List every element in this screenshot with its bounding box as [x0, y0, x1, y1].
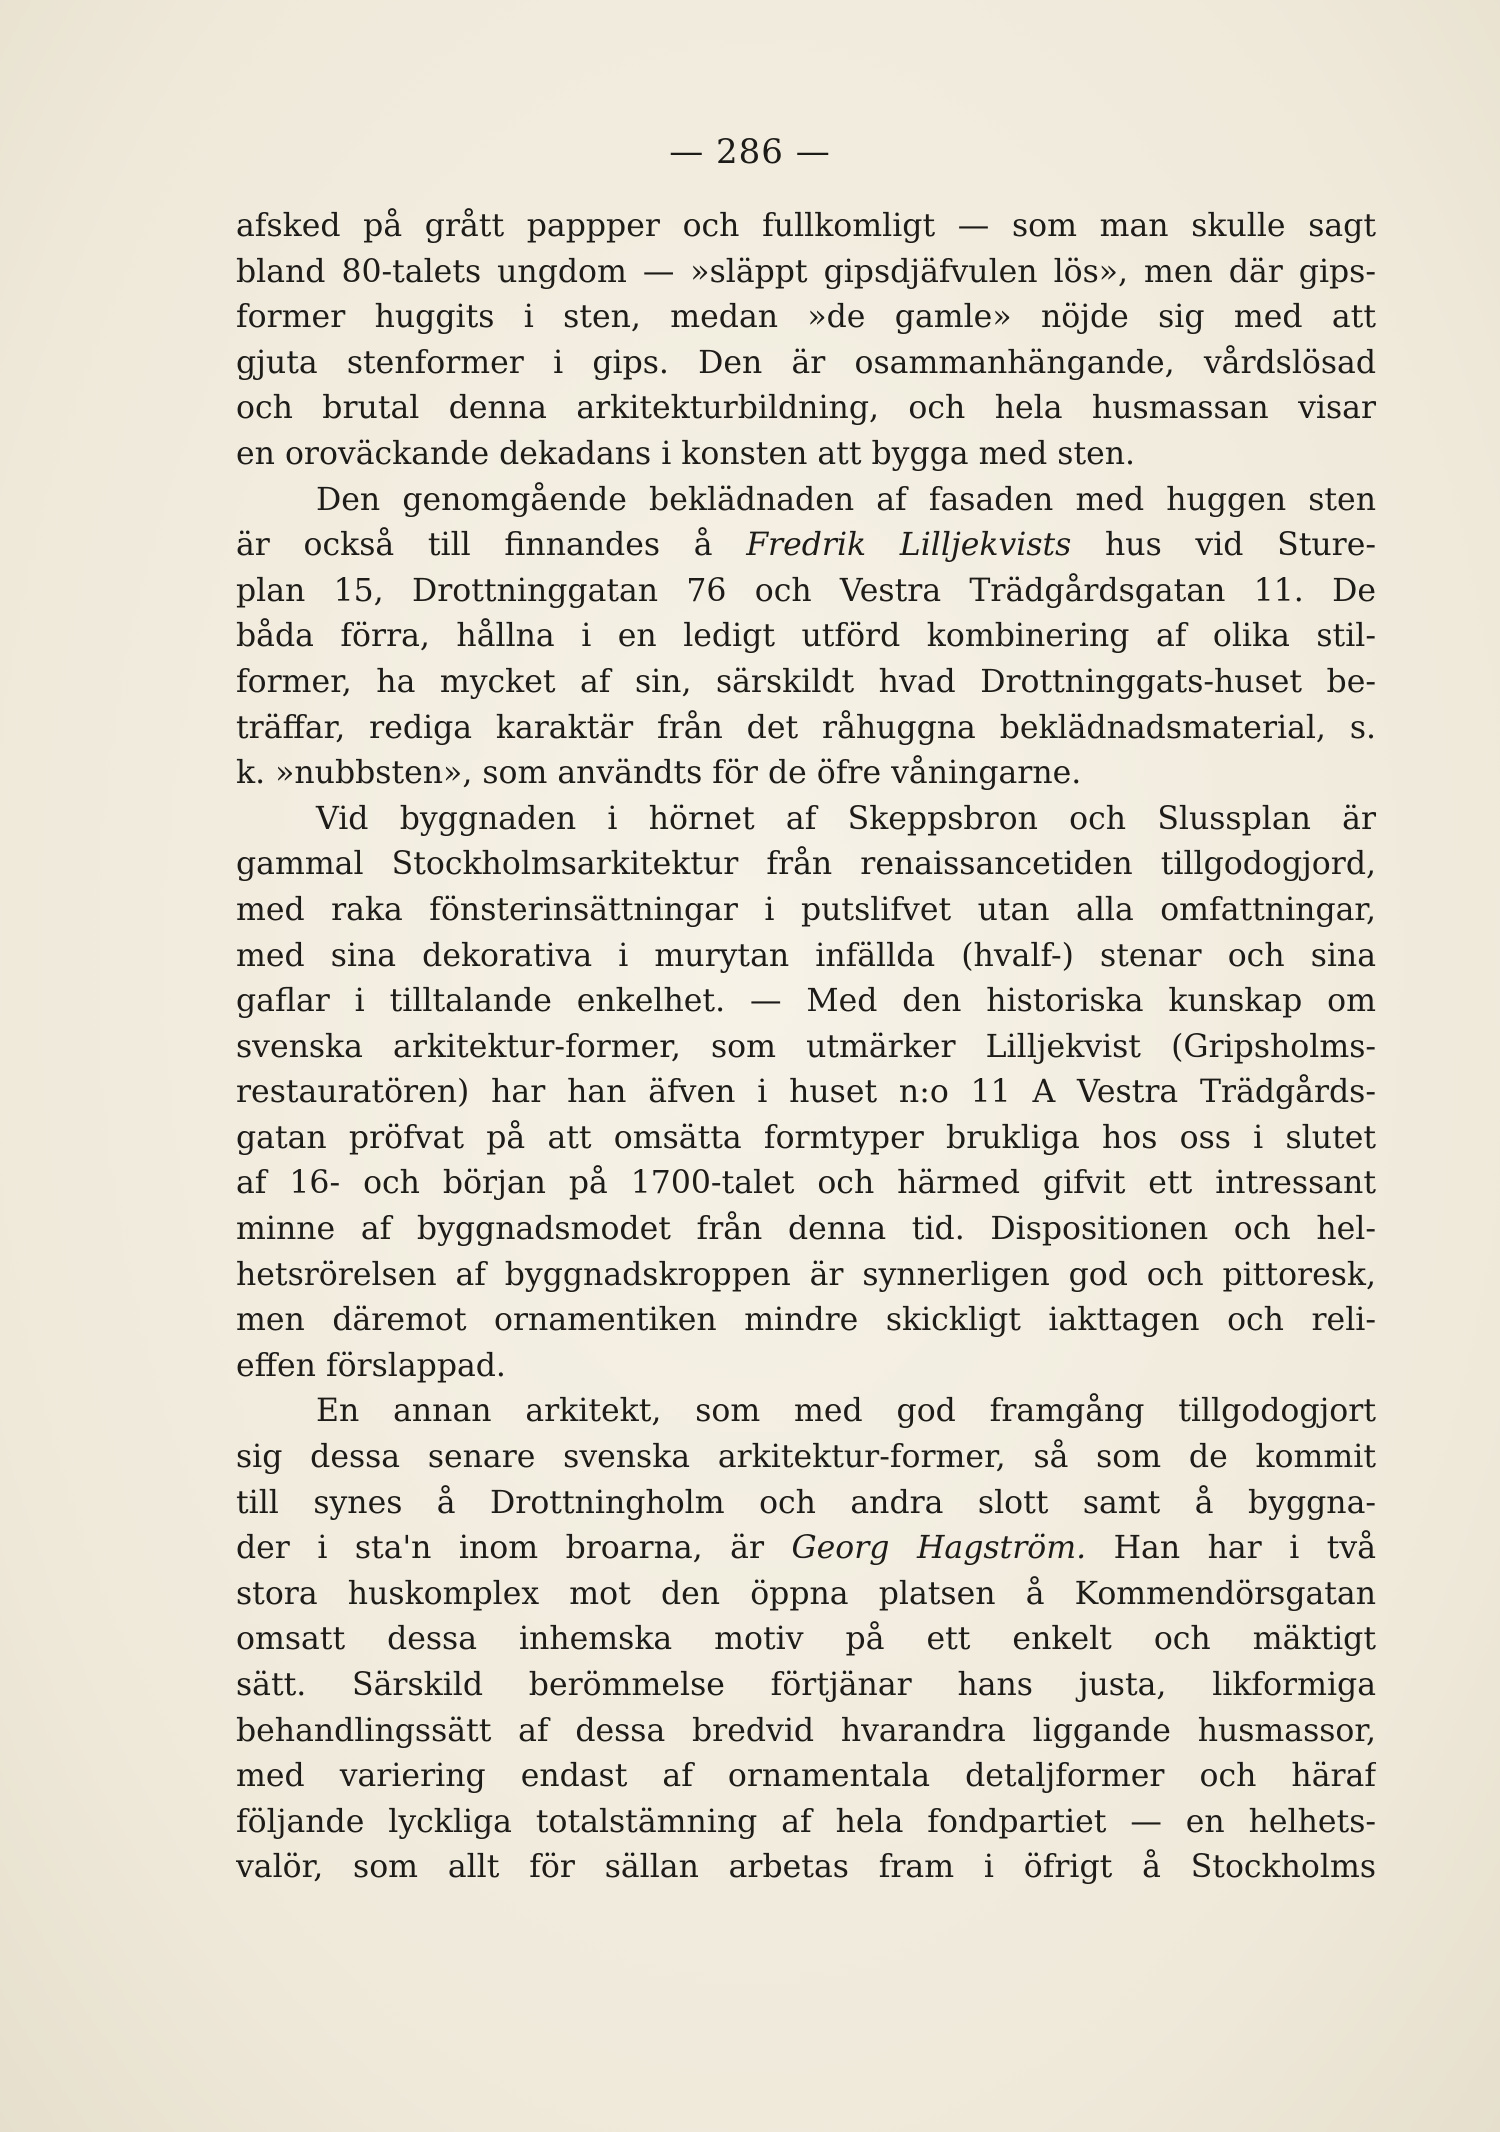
text-segment: Han har i två [1086, 1530, 1376, 1567]
italic-name: Fredrik Lilljekvists [746, 527, 1072, 564]
text-line: restauratören) har han äfven i huset n:o 11 A Vestra Trädgårds- [236, 1074, 1376, 1111]
text-line: följande lyckliga totalstämning af hela fondpartiet — en helhets- [236, 1803, 1376, 1840]
text-line: k. »nubbsten», som användts för de öfre våningarne. [236, 755, 1082, 792]
text-line: behandlingssätt af dessa bredvid hvarandra liggande husmassor, [236, 1712, 1376, 1749]
text-line: former huggits i sten, medan »de gamle» nöjde sig med att [236, 299, 1376, 336]
text-line: till synes å Drottningholm och andra slott samt å byggna- [236, 1484, 1376, 1521]
text-line: gaflar i tilltalande enkelhet. — Med den historiska kunskap om [236, 983, 1376, 1020]
text-line: En annan arkitekt, som med god framgång tillgodogjort [316, 1393, 1376, 1430]
text-line: effen förslappad. [236, 1347, 506, 1384]
text-segment: hus vid Sture- [1071, 527, 1376, 564]
text-segment: der i sta'n inom broarna, är [236, 1530, 792, 1567]
text-line: af 16- och början på 1700-talet och härmed gifvit ett intressant [236, 1165, 1376, 1202]
text-line [236, 523, 1376, 569]
body-text [236, 204, 1376, 1891]
text-segment: är också till finnandes å [236, 527, 747, 564]
text-line: stora huskomplex mot den öppna platsen å Kommendörsgatan [236, 1575, 1376, 1612]
text-line: bland 80-talets ungdom — »släppt gipsdjäfvulen lös», men där gips- [236, 253, 1376, 290]
text-line: med variering endast af ornamentala detaljformer och häraf [236, 1758, 1376, 1795]
text-line: en oroväckande dekadans i konsten att bygga med sten. [236, 435, 1136, 472]
text-line: gammal Stockholmsarkitektur från renaissancetiden tillgodogjord, [236, 846, 1376, 883]
text-line: med sina dekorativa i murytan infällda (hvalf-) stenar och sina [236, 937, 1376, 974]
text-line: sig dessa senare svenska arkitektur-former, så som de kommit [236, 1439, 1376, 1476]
text-line: och brutal denna arkitekturbildning, och hela husmassan visar [236, 390, 1376, 427]
page-number: — 286 — [669, 132, 831, 172]
text-line: hetsrörelsen af byggnadskroppen är synnerligen god och pittoresk, [236, 1256, 1376, 1293]
text-line: minne af byggnadsmodet från denna tid. Dispositionen och hel- [236, 1211, 1376, 1248]
text-line: Den genomgående beklädnaden af fasaden med huggen sten [316, 481, 1376, 518]
text-line: men däremot ornamentiken mindre skickligt iakttagen och reli- [236, 1302, 1376, 1339]
text-line: afsked på grått pappper och fullkomligt — som man skulle sagt [236, 208, 1376, 244]
text-line: med raka fönsterinsättningar i putslifvet utan alla omfattningar, [236, 891, 1376, 928]
text-line: valör, som allt för sällan arbetas fram i öfrigt å Stockholms [236, 1849, 1376, 1886]
text-line: träffar, rediga karaktär från det råhuggna beklädnadsmaterial, s. [236, 709, 1376, 746]
text-line: gatan pröfvat på att omsätta formtyper brukliga hos oss i slutet [236, 1119, 1376, 1156]
text-line [236, 1526, 1376, 1572]
text-line: gjuta stenformer i gips. Den är osammanhängande, vårdslösad [236, 344, 1376, 381]
text-line: svenska arkitektur-former, som utmärker Lilljekvist (Gripsholms- [236, 1028, 1376, 1065]
text-line: plan 15, Drottninggatan 76 och Vestra Trädgårdsgatan 11. De [236, 572, 1376, 609]
text-line: omsatt dessa inhemska motiv på ett enkelt och mäktigt [236, 1621, 1376, 1658]
text-line: båda förra, hållna i en ledigt utförd kombinering af olika stil- [236, 618, 1376, 655]
italic-name: Georg Hagström. [791, 1530, 1087, 1567]
text-line: former, ha mycket af sin, särskildt hvad Drottninggats-huset be- [236, 663, 1376, 700]
text-line: sätt. Särskild berömmelse förtjänar hans justa, likformiga [236, 1667, 1376, 1703]
text-line: Vid byggnaden i hörnet af Skeppsbron och Slussplan är [316, 800, 1376, 837]
